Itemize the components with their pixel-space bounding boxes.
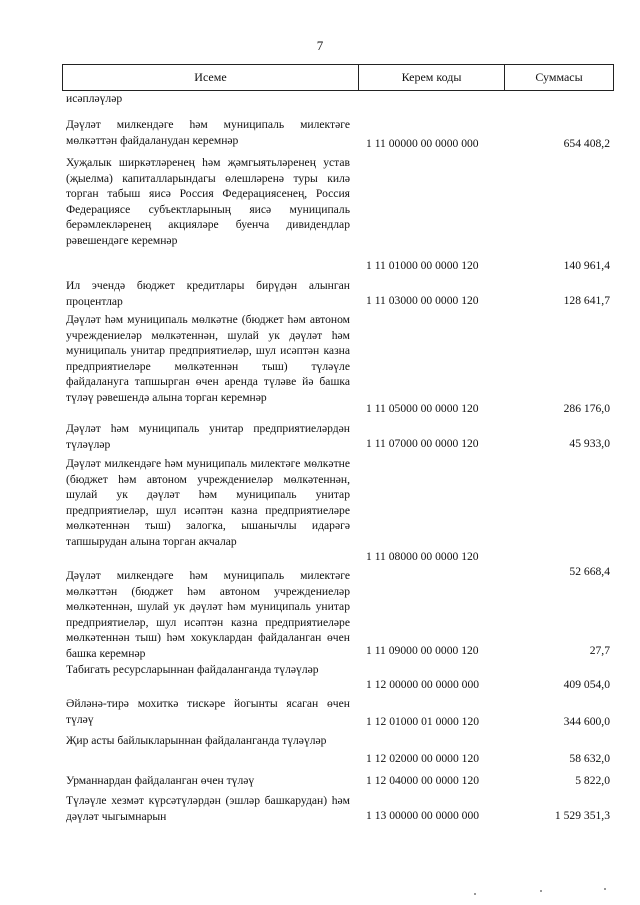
row-name: Дәүләт милкендәге һәм муниципаль милектәге мөлкәттән (бюджет һәм автоном учреждениеләр мөлкәтеннән, шулай ук дәүләт һәм муниципаль унитар предприятиеләр, шул исәптән казна предприятиеләре мөлкәтеннән тыш) һәм хокуклардан файдаланган өчен башка керемнәр: [66, 569, 350, 660]
row-sum: 27,7: [589, 644, 610, 657]
row-code: 1 11 05000 00 0000 120: [366, 402, 479, 415]
row-name: Хуҗалык ширкәтләренең һәм җәмгыятьләренең устав (җыелма) капиталларындагы өлешләренә туры килә торган табыш яисә Россия Федерациясенең, Россия Федерациясе субъектларының яисә муниципаль берәмлекләренең акцияләре буенча дивидендлар рәвешендәге керемнәр: [66, 156, 350, 247]
row-sum: 52 668,4: [569, 565, 610, 578]
column-header-name: Исеме: [63, 65, 359, 90]
row-sum: 45 933,0: [569, 437, 610, 450]
row-name: Түләүле хезмәт күрсәтүләрдән (эшләр башкарудан) һәм дәүләт чыгымнарын: [66, 794, 350, 823]
row-name: Дәүләт милкендәге һәм муниципаль милектәге мөлкәтне (бюджет һәм автоном учреждениеләр мөлкәтеннән, шулай ук дәүләт һәм муниципаль унитар предприятиеләр, шул исәптән казна предприятиеләре мөлкәтеннән тыш) залогка, ышанычлы идарәгә тапшырудан алына торган акчалар: [66, 457, 350, 548]
scan-speck: [540, 890, 542, 892]
column-header-code: Керем коды: [359, 65, 505, 90]
column-header-sum: Суммасы: [535, 70, 583, 84]
row-sum: 344 600,0: [563, 715, 610, 728]
row-code: 1 11 00000 00 0000 000: [366, 137, 479, 150]
row-sum: 128 641,7: [563, 294, 610, 307]
row-sum: 409 054,0: [563, 678, 610, 691]
row-name: Дәүләт милкендәге һәм муниципаль милектәге мөлкәттән файдаланудан керемнәр: [66, 118, 350, 147]
row-code: 1 11 09000 00 0000 120: [366, 644, 479, 657]
row-code: 1 11 07000 00 0000 120: [366, 437, 479, 450]
row-name: исәпләүләр: [66, 92, 123, 105]
scan-speck: [474, 893, 476, 895]
scan-speck: [604, 888, 606, 890]
row-name: Урманнардан файдаланган өчен түләү: [66, 774, 255, 787]
table-header: [62, 64, 614, 91]
row-name: Дәүләт һәм муниципаль унитар предприятиеләрдән түләүләр: [66, 422, 350, 451]
row-code: 1 11 01000 00 0000 120: [366, 259, 479, 272]
row-name: Әйләнә-тирә мохиткә тискәре йогынты ясаган өчен түләү: [66, 697, 350, 726]
row-code: 1 11 03000 00 0000 120: [366, 294, 479, 307]
row-sum: 140 961,4: [563, 259, 610, 272]
row-name: Дәүләт һәм муниципаль мөлкәтне (бюджет һәм автоном учреждениеләр мөлкәтеннән, шулай ук дәүләт һәм муниципаль унитар предприятиеләр, шул исәптән казна предприятиеләре мөлкәтеннән тыш) түләүле файдалануга тапшырган өчен аренда түләве йә башка түләү рәвешендә алына торган керемнәр: [66, 313, 350, 404]
row-name: Ил эчендә бюджет кредитлары бирүдән алынган процентлар: [66, 279, 350, 308]
row-code: 1 12 04000 00 0000 120: [366, 774, 480, 787]
row-sum: 654 408,2: [563, 137, 610, 150]
row-sum: 5 822,0: [575, 774, 610, 787]
row-code: 1 13 00000 00 0000 000: [366, 809, 480, 822]
row-code: 1 12 00000 00 0000 000: [366, 678, 480, 691]
row-code: 1 12 02000 00 0000 120: [366, 752, 480, 765]
row-sum: 58 632,0: [569, 752, 610, 765]
page-number: 7: [316, 38, 324, 53]
row-name: Табигать ресурсларыннан файдаланганда түләүләр: [66, 663, 319, 676]
row-sum: 1 529 351,3: [554, 809, 610, 822]
row-name: Җир асты байлыкларыннан файдаланганда түләүләр: [66, 734, 327, 747]
row-sum: 286 176,0: [563, 402, 610, 415]
row-code: 1 11 08000 00 0000 120: [366, 550, 479, 563]
row-code: 1 12 01000 01 0000 120: [366, 715, 480, 728]
